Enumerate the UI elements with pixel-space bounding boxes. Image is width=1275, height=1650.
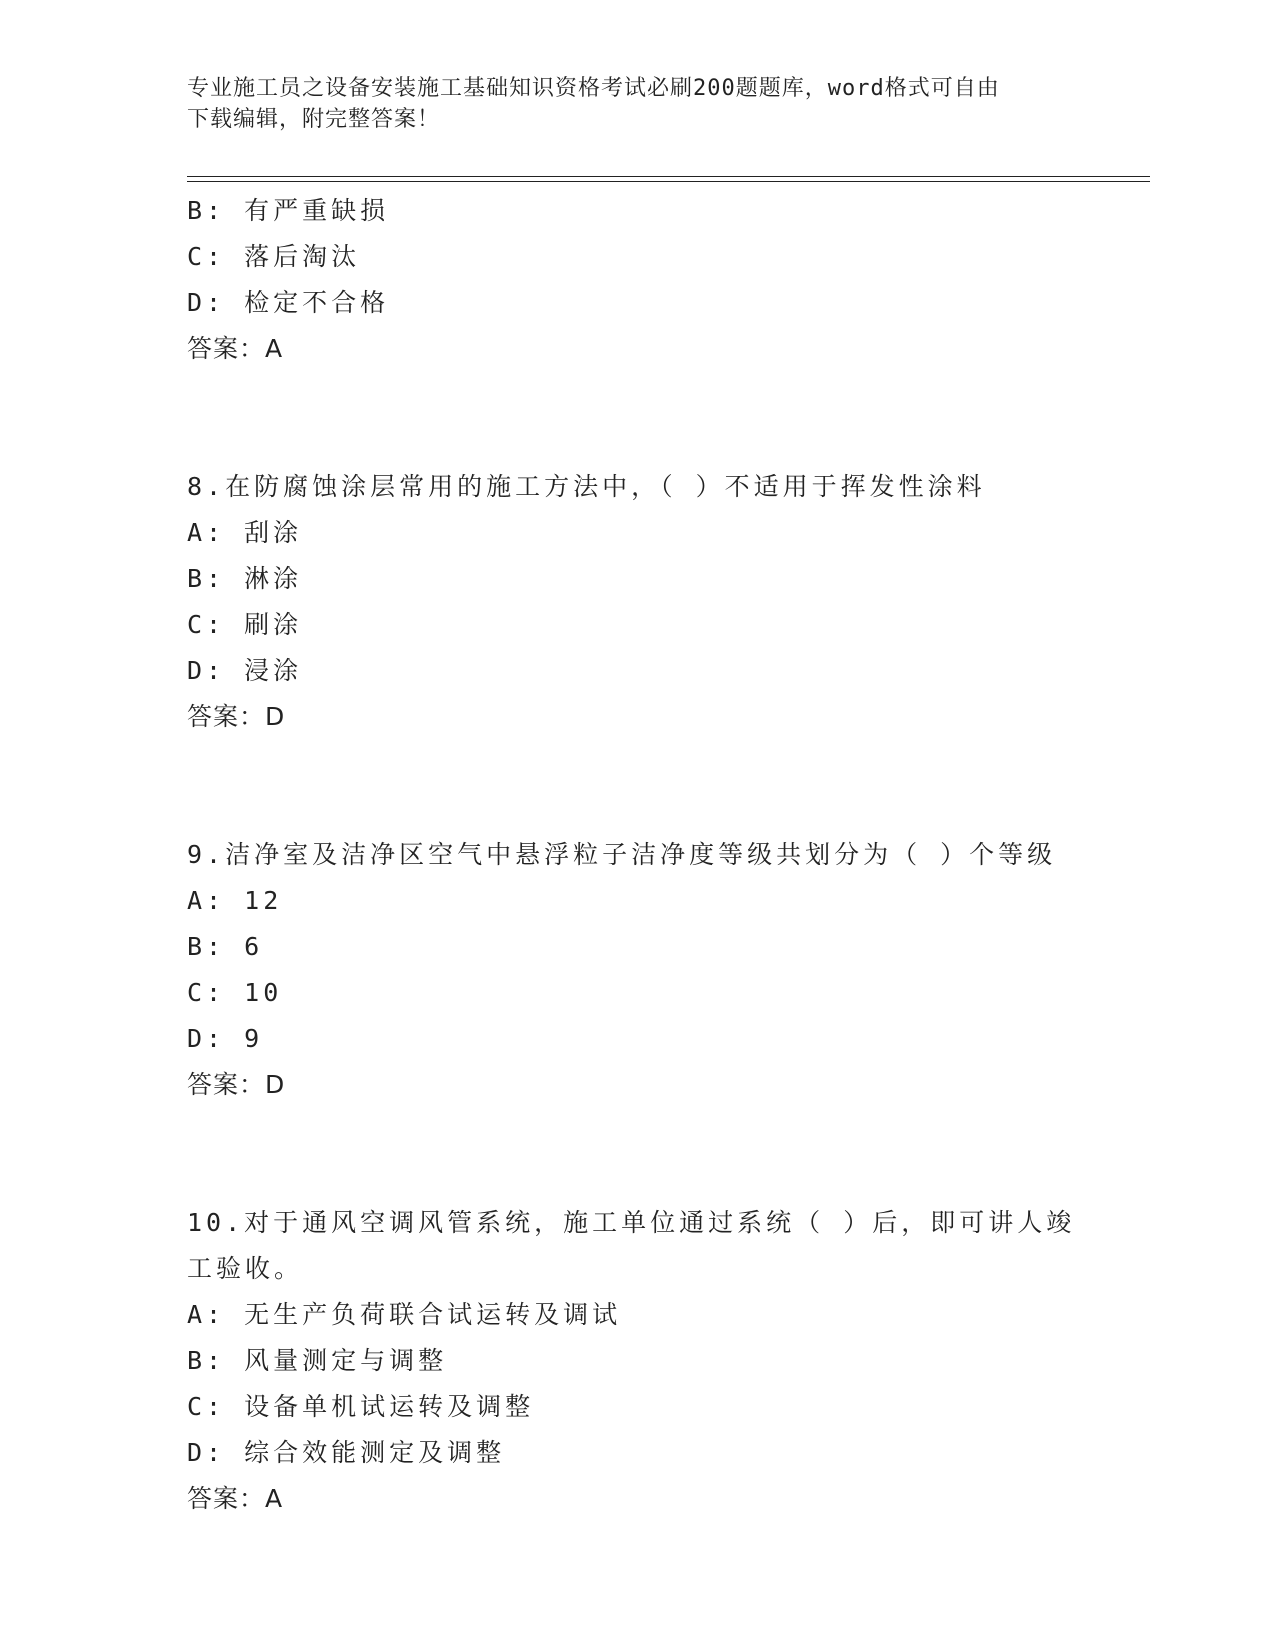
question-10: [187, 1200, 1087, 1522]
option-b: B: 有严重缺损: [187, 196, 390, 225]
header-line-2: 下载编辑，附完整答案！: [187, 107, 441, 132]
option-b: B: 淋涂: [187, 564, 303, 593]
option-d: D: 检定不合格: [187, 288, 390, 317]
question-stem-continued: 工验收。: [187, 1254, 304, 1283]
option-c: C: 落后淘汰: [187, 242, 361, 271]
spacer: [187, 372, 1087, 464]
spacer: [187, 740, 1087, 832]
question-stem: 10.对于通风空调风管系统，施工单位通过系统（ ）后，即可讲人竣: [187, 1208, 1076, 1237]
option-a: A: 刮涂: [187, 518, 303, 547]
option-b: B: 风量测定与调整: [187, 1346, 448, 1375]
option-c: C: 设备单机试运转及调整: [187, 1392, 535, 1421]
header-divider-top: [187, 176, 1150, 177]
option-c: C: 10: [187, 978, 283, 1007]
header-line-1: 专业施工员之设备安装施工基础知识资格考试必刷200题题库，word格式可自由: [187, 76, 1000, 101]
question-8: [187, 464, 1087, 740]
answer-line: 答案：A: [187, 334, 284, 363]
question-stem: 9.洁净室及洁净区空气中悬浮粒子洁净度等级共划分为（ ）个等级: [187, 840, 1057, 869]
answer-line: 答案：D: [187, 1070, 286, 1099]
option-b: B: 6: [187, 932, 264, 961]
option-a: A: 12: [187, 886, 283, 915]
option-c: C: 刷涂: [187, 610, 303, 639]
question-9: [187, 832, 1087, 1108]
option-a: A: 无生产负荷联合试运转及调试: [187, 1300, 622, 1329]
option-d: D: 9: [187, 1024, 264, 1053]
question-7-continued: [187, 188, 1087, 372]
answer-line: 答案：A: [187, 1484, 284, 1513]
question-list: [187, 188, 1087, 1522]
option-d: D: 综合效能测定及调整: [187, 1438, 506, 1467]
option-d: D: 浸涂: [187, 656, 303, 685]
question-stem: 8.在防腐蚀涂层常用的施工方法中，（ ）不适用于挥发性涂料: [187, 472, 986, 501]
spacer: [187, 1108, 1087, 1200]
header-divider-bottom: [187, 181, 1150, 182]
answer-line: 答案：D: [187, 702, 286, 731]
document-header: [187, 73, 1077, 135]
